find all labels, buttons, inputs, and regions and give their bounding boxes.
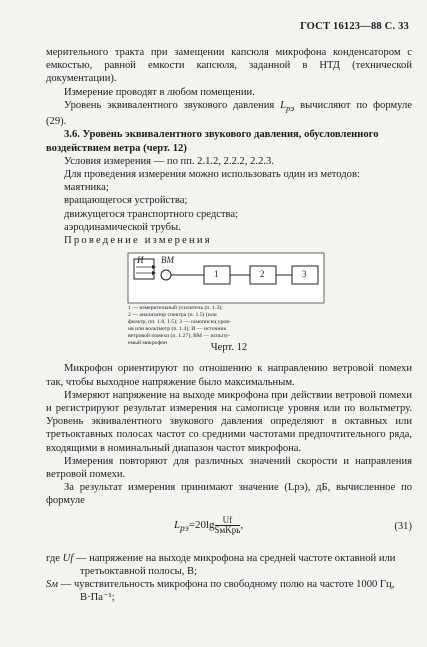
definitions (46, 552, 412, 605)
paragraph: Микрофон ориентируют по отношению к направлению ветровой помехи так, чтобы выходное напряжение было максимальным. (46, 363, 412, 388)
definition-item (46, 552, 412, 578)
paragraph: мерительного тракта при замещении капсюля микрофона конденсатором с емкостью, равной емкости капсюля, заданной в НТД (технической документации). (46, 47, 412, 85)
symbol: $L_{pэ}$ (280, 99, 295, 113)
diagram-svg (46, 251, 412, 307)
page-body (46, 46, 412, 604)
section-title: 3.6. Уровень эквивалентного звукового давления, обусловленного воздействием ветра (черт. 12) (46, 129, 379, 154)
methods-list (46, 181, 412, 234)
block-3-label: 3 (302, 269, 307, 280)
definition-symbol: Uf (62, 552, 74, 564)
definition-symbol: Sм (46, 579, 59, 590)
text: вычисляют по формуле (29). (46, 99, 412, 128)
legend-line: емый микрофон (128, 339, 168, 346)
formula-numerator: Uf (215, 516, 241, 526)
list-item: маятника; (64, 182, 109, 194)
where-word: где (46, 552, 60, 564)
diagram-frame (128, 253, 324, 303)
formula-31 (46, 508, 412, 552)
text: Уровень эквивалентного звукового давления (64, 99, 275, 111)
formula-eq: =20lg (188, 518, 215, 531)
paragraph: Условия измерения — по пп. 2.1.2, 2.2.2, 2.2.3. (64, 155, 274, 167)
legend-line: ветровой помехи (п. 1.27); ВМ — испыту- (128, 332, 231, 339)
page-header: ГОСТ 16123—88 С. 33 (300, 21, 409, 32)
block-2-label: 2 (260, 269, 265, 280)
list-item: аэродинамической трубы. (64, 221, 181, 233)
paragraph: Для проведения измерения можно использовать один из методов: (64, 168, 360, 180)
block-1-label: 1 (214, 269, 219, 280)
block-diagram (46, 251, 412, 346)
diagram-legend (128, 305, 338, 346)
list-item: вращающегося устройства; (64, 195, 188, 207)
source-label: И (137, 255, 144, 266)
legend-line: фильтр, пп. 1.8, 1.5); 3 — самописец уров- (128, 318, 231, 325)
paragraph: Измерение проводят в любом помещении. (64, 86, 255, 98)
figure-caption: Черт. 12 (210, 342, 248, 354)
mic-label: ВМ (161, 255, 174, 266)
definition-text: — чувствительность микрофона по свободному полю на частоте 1000 Гц, В·Па⁻¹; (60, 579, 395, 604)
definition-item (46, 578, 412, 604)
list-item: движущегося транспортного средства; (64, 208, 239, 220)
formula-denominator: SмKpь (214, 524, 241, 535)
legend-line: ня или вольтметр (п. 1.4); И — источник (128, 325, 227, 332)
paragraph: Измерения повторяют для различных значений скорости и направления ветровой помехи. (46, 455, 412, 480)
formula-expression (174, 516, 243, 535)
formula-lhs: $L_{pэ}$ (174, 518, 189, 533)
formula-fraction (214, 514, 244, 535)
paragraph: За результат измерения принимают значение (Lpэ), дБ, вычисленное по формуле (46, 482, 412, 507)
formula-tail: , (240, 518, 244, 531)
formula-number: (31) (394, 520, 412, 532)
procedure-heading: Проведение измерения (64, 234, 212, 246)
legend-line: 1 — измерительный усилитель (п. 1.3); (128, 305, 223, 312)
legend-line: 2 — анализатор спектра (п. 1.5) (или (128, 312, 217, 319)
paragraph: Измеряют напряжение на выходе микрофона при действии ветровой помехи и регистрируют результат измерения на самописце уровня или по вольтметру. Уровень эквивалентного звукового давления определяют в октавных или третьоктавных полосах частот со средними частотами предпочтительного ряда, входящими в номинальный диапазон частот микрофона. (46, 389, 412, 454)
definition-text: — напряжение на выходе микрофона на средней частоте октавной или третьоктавной полосы, В; (75, 552, 396, 577)
paragraph (46, 99, 412, 129)
